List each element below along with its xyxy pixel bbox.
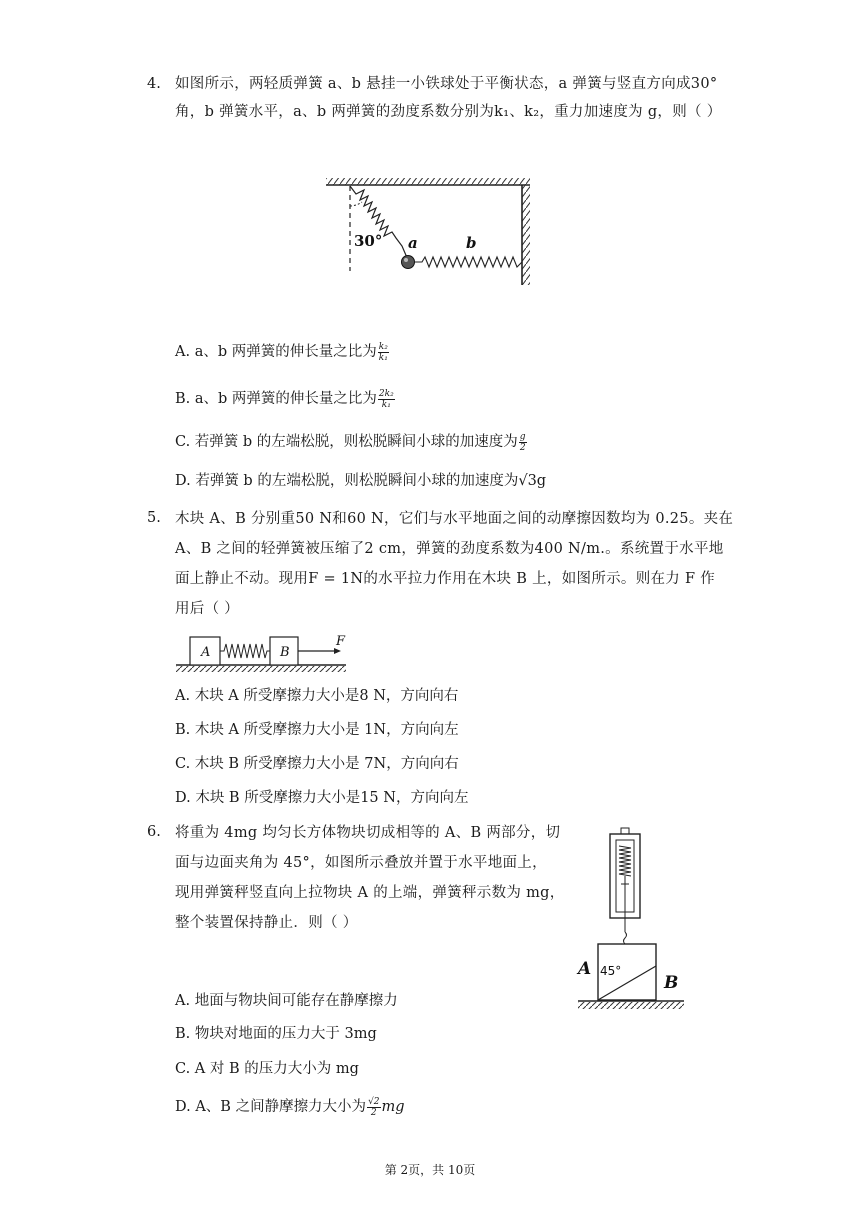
compressed-spring xyxy=(220,644,270,658)
scale-top-hook xyxy=(621,828,629,834)
block-b-label: B xyxy=(664,973,679,993)
question-5-option-a[interactable]: A. 木块 A 所受摩擦力大小是8 N，方向向右 xyxy=(175,688,459,704)
spring-a-label: a xyxy=(408,234,418,252)
fraction-numerator: √2 xyxy=(368,1096,380,1107)
fraction-denominator: 2 xyxy=(370,1107,377,1118)
option-a-fraction xyxy=(378,342,389,363)
angle-45-label: 45° xyxy=(600,964,622,978)
question-4-stem xyxy=(175,70,735,126)
option-a-text: A. a、b 两弹簧的伸长量之比为 xyxy=(175,344,377,360)
question-4-spring-figure xyxy=(322,176,540,288)
ceiling-hatch xyxy=(326,178,530,185)
option-b-fraction xyxy=(378,389,395,410)
question-4-option-a[interactable] xyxy=(175,339,390,365)
fraction-numerator: g xyxy=(519,431,526,442)
option-c-text: C. 若弹簧 b 的左端松脱，则松脱瞬间小球的加速度为 xyxy=(175,434,518,450)
question-5-option-c[interactable]: C. 木块 B 所受摩擦力大小是 7N，方向向右 xyxy=(175,756,459,772)
spring-b xyxy=(415,257,522,267)
option-d-suffix: mg xyxy=(381,1099,405,1115)
question-5-blocks-figure xyxy=(174,632,350,676)
question-4-number: 4. xyxy=(147,76,161,92)
question-6-option-b[interactable]: B. 物块对地面的压力大于 3mg xyxy=(175,1026,377,1042)
fraction-denominator: k₁ xyxy=(378,352,388,363)
option-c-fraction xyxy=(519,432,527,453)
question-5-number: 5. xyxy=(147,510,161,526)
question-6-line-1: 将重为 4mg 均匀长方体物块切成相等的 A、B 两部分，切 xyxy=(175,825,561,841)
question-5-line-4: 用后（ ） xyxy=(175,601,240,617)
question-6-stem xyxy=(175,818,565,938)
ground-hatch xyxy=(578,1002,684,1009)
ground-hatch xyxy=(176,666,346,672)
fraction-numerator: 2k₂ xyxy=(378,388,394,399)
question-5-stem xyxy=(175,504,735,624)
question-6-line-3: 现用弹簧秤竖直向上拉物块 A 的上端，弹簧秤示数为 mg， xyxy=(175,885,565,901)
fraction-numerator: k₂ xyxy=(378,341,388,352)
question-4-line-1: 如图所示，两轻质弹簧 a、b 悬挂一小铁球处于平衡状态，a 弹簧与竖直方向成30° xyxy=(175,76,718,92)
option-d-fraction xyxy=(367,1097,380,1118)
question-5-line-2: A、B 之间的轻弹簧被压缩了2 cm，弹簧的劲度系数为400 N/m.。系统置于水平地 xyxy=(175,541,724,557)
block-a-label: A xyxy=(578,959,592,979)
question-4-option-d[interactable]: D. 若弹簧 b 的左端松脱，则松脱瞬间小球的加速度为√3g xyxy=(175,473,547,489)
iron-ball xyxy=(402,256,415,269)
question-6-option-c[interactable]: C. A 对 B 的压力大小为 mg xyxy=(175,1061,359,1077)
option-d-text: D. A、B 之间静摩擦力大小为 xyxy=(175,1099,367,1115)
scale-bottom-hook xyxy=(624,932,627,944)
wall-hatch xyxy=(522,185,530,285)
question-6-line-2: 面与边面夹角为 45°，如图所示叠放并置于水平地面上， xyxy=(175,855,547,871)
page-footer: 第 2页，共 10页 xyxy=(384,1163,476,1177)
block-a-label: A xyxy=(201,645,211,660)
question-4-line-2: 角，b 弹簧水平，a、b 两弹簧的劲度系数分别为k₁、k₂，重力加速度为 g，则（ ） xyxy=(175,104,722,120)
fraction-denominator: k₁ xyxy=(381,399,391,410)
question-5-line-1: 木块 A、B 分别重50 N和60 N，它们与水平地面之间的动摩擦因数均为 0.25。夹在 xyxy=(175,511,734,527)
spring-b-label: b xyxy=(466,234,477,252)
option-b-text: B. a、b 两弹簧的伸长量之比为 xyxy=(175,391,377,407)
question-6-line-4: 整个装置保持静止．则（ ） xyxy=(175,915,358,931)
question-4-option-c[interactable] xyxy=(175,429,528,455)
question-6-option-d[interactable] xyxy=(175,1094,405,1120)
question-6-option-a[interactable]: A. 地面与物块间可能存在静摩擦力 xyxy=(175,993,398,1009)
question-5-option-d[interactable]: D. 木块 B 所受摩擦力大小是15 N，方向向左 xyxy=(175,790,469,806)
question-5-line-3: 面上静止不动。现用F = 1N的水平拉力作用在木块 B 上，如图所示。则在力 F 作 xyxy=(175,571,716,587)
question-4-option-b[interactable] xyxy=(175,386,396,412)
fraction-denominator: 2 xyxy=(519,442,526,453)
force-label: F xyxy=(336,634,346,649)
question-6-spring-scale-figure xyxy=(574,826,690,1016)
angle-30-label: 30° xyxy=(354,232,383,250)
question-6-number: 6. xyxy=(147,824,161,840)
block-b-label: B xyxy=(280,645,290,660)
question-5-option-b[interactable]: B. 木块 A 所受摩擦力大小是 1N，方向向左 xyxy=(175,722,459,738)
